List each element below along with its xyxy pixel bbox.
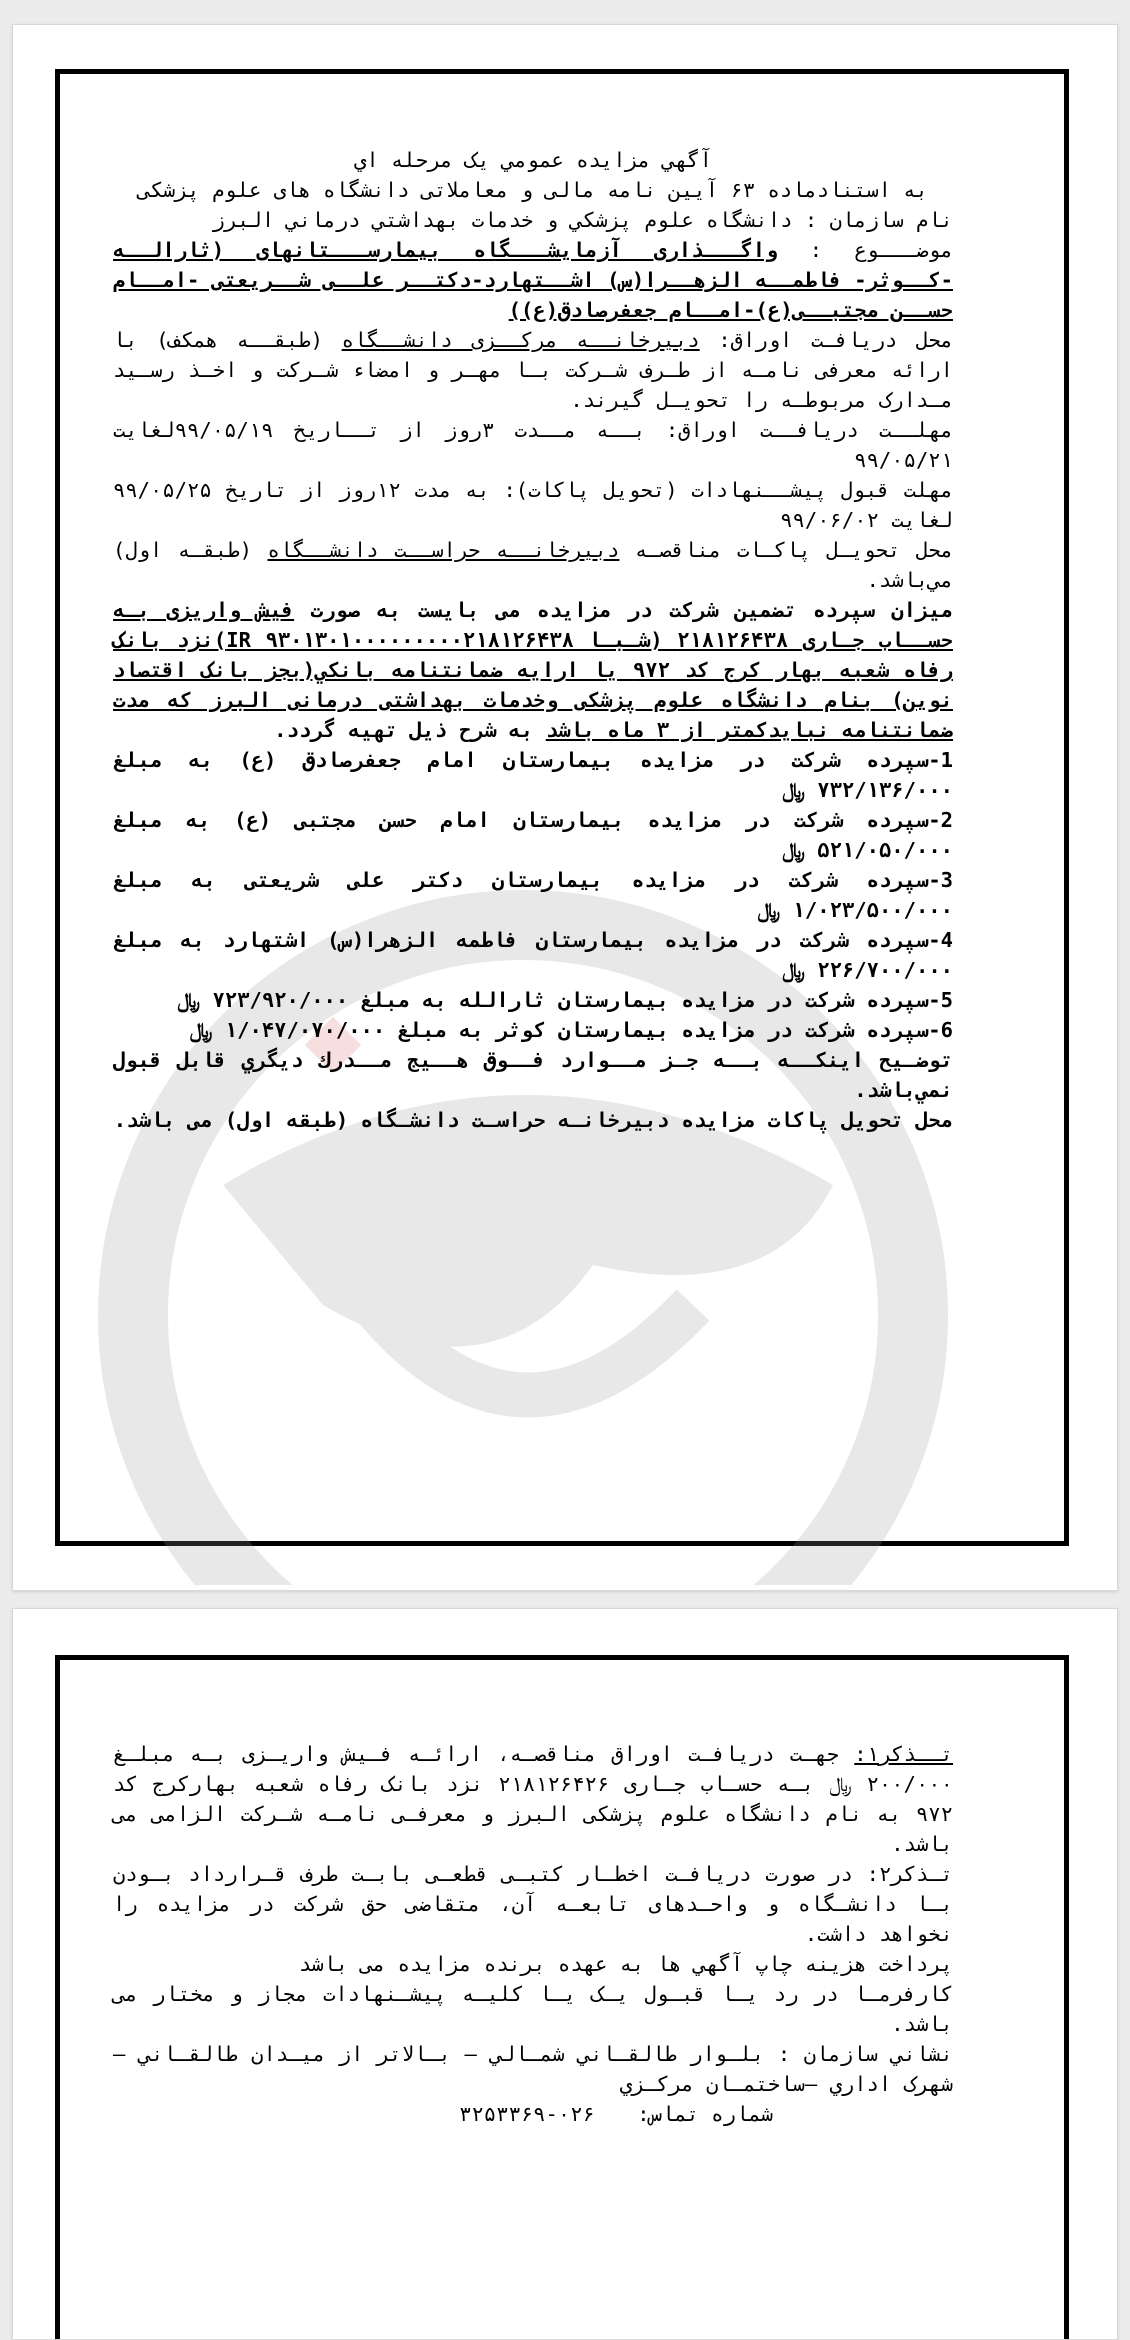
delivery-rest: (طبقـه اول) مي‌باشد.: [113, 538, 953, 592]
announcement-title: آگهي مزايده عمومي يک مرحله اي: [354, 148, 712, 172]
delivery-location: [113, 535, 953, 595]
final-delivery: محل تحويل پاكات مزايده دبيرخانـه حراسـت دانشـگاه (طبقه اول) می باشد.: [113, 1108, 953, 1132]
ad-cost-note: پرداخت هزينه چاپ آگهي ها به عهده برنده مزايده می باشد: [298, 1952, 953, 1976]
legal-basis: به استنادماده ۶۳ آیین نامه مالی و معاملاتی دانشگاه های علوم پزشکی: [138, 178, 928, 202]
reminder-1-text: جهـت دريافـت اوراق مناقصـه، ارائـه فـيش واريـزی بـه مبلـغ ۲۰۰/۰۰۰ ﷼ بـه حسـاب جـاری ۲۱۸۱۲۶۴۲۶ نزد بانک رفاه شعبه بهارکرج کد ۹۷۲ به نام دانشگاه علوم پزشکی البرز و معرفـی نامـه شـرکت الزامی می باشد.: [113, 1742, 953, 1856]
location-office: دبیرخانــه مرکــزی دانشــگاه: [341, 328, 700, 352]
guarantee-end: به شرح ذيل تهيه گردد.: [274, 718, 534, 742]
document-page-1: [12, 24, 1118, 1591]
deposit-item: 5-سپرده شرکت در مزایده بیمارستان ثارالله به مبلغ ۷۲۳/۹۲۰/۰۰۰ ﷼: [177, 988, 953, 1012]
announcement-body-continued: [113, 1739, 953, 2129]
deposit-item: 1-سپرده شرکت در مزایده بیمارستان امام جعفرصادق (ع) به مبلغ ۷۳۲/۱۳۶/۰۰۰ ﷼: [113, 748, 953, 802]
deposit-item: 4-سپرده شرکت در مزایده بیمارستان فاطمه الزهرا(س) اشتهارد به مبلغ ۲۲۶/۷۰۰/۰۰۰ ﷼: [113, 928, 953, 982]
note-paragraph: توضـيح اينكــه بــه جـز مــوارد فــوق هــيج مــدرك ديگري قابل قبول نمي‌باشد.: [113, 1048, 953, 1102]
guarantee-details: فيش واريزی بـه حســاب جـاری ۲۱۸۱۲۶۴۳۸ (شـبـا ۹۳۰۱۳۰۱۰۰۰۰۰۰۰۰۰۲۱۸۱۲۶۴۳۸ IR)نزد بانک رفاه شعبه بهار کرج کد ۹۷۲ يا ارايه ضمانتنامه بانكي(بجز بانک اقتصاد نوین) بنام دانشگاه علوم پزشکی وخدمات بهداشتی درمانی البرز که مدت ضمانتنامه نبايدکمتر از ۳ ماه باشد: [113, 598, 953, 742]
bid-deadline: مهلت قبول پيشــنهادات (تحويل پاكات): به مدت ۱۲روز از تاريخ ۹۹/۰۵/۲۵ لغایت ۹۹/۰۶/۰۲: [113, 478, 953, 532]
reminder-1-label: تــذكر۱:: [854, 1742, 954, 1766]
guarantee-intro: ميزان سپرده تضمين شرکت در مزايده می بايست به صورت: [310, 598, 954, 622]
phone-line: [113, 2099, 953, 2129]
subject-label: موضـــوع :: [809, 238, 954, 262]
location-label: محل دريافـت اوراق:: [718, 328, 954, 352]
announcement-body: [113, 145, 953, 1135]
document-deadline: مهلــت دريافــت اوراق: بــه مــدت ۳روز از تــاريخ ۹۹/۰۵/۱۹لغایت ۹۹/۰۵/۲۱: [113, 418, 953, 472]
deposit-item: 3-سپرده شرکت در مزایده بیمارستان دکتر علی شریعتی به مبلغ ۱/۰۲۳/۵۰۰/۰۰۰ ﷼: [113, 868, 953, 922]
location-rest: (طبقــه همکف) با ارائه معرفی نامـه از طـرف شـرکت بـا مهـر و امضاء شـرکت و اخـذ رسـيد مـدارک مربوطـه را تحويـل گيرند.: [113, 328, 953, 412]
delivery-label: محل تحويـل پاكـات مناقصـه: [634, 538, 954, 562]
guarantee-paragraph: [113, 595, 953, 745]
phone-label: شماره تماس:: [637, 2102, 773, 2126]
organization-address: نشاني سازمان : بلـوار طالقـاني شمـالي – بـالاتر از ميـدان طالقـاني – شهرک اداري –ساختمـان مرکـزي: [113, 2042, 953, 2096]
deposit-item: 6-سپرده شرکت در مزایده بیمارستان کوثر به مبلغ ۱/۰۴۷/۰۷۰/۰۰۰ ﷼: [189, 1018, 953, 1042]
delivery-office: دبیرخانــه حراســت دانشــگاه: [267, 538, 620, 562]
employer-note: كارفرمـا در رد يـا قبـول يـک يـا كليـه پيشـنهادات مجاز و مختار می باشد.: [113, 1982, 953, 2036]
organization-name: نام سازمان : دانشگاه علوم پزشكي و خدمات بهداشتي درماني البرز: [212, 208, 953, 232]
deposit-item: 2-سپرده شرکت در مزایده بیمارستان امام حسن مجتبی (ع) به مبلغ ۵۲۱/۰۵۰/۰۰۰ ﷼: [113, 808, 953, 862]
document-location: [113, 325, 953, 415]
reminder-1: [113, 1739, 953, 1859]
subject-paragraph: [113, 235, 953, 325]
document-page-2: [12, 1608, 1118, 2340]
subject-text: واگـــذاری آزمایشـــگاه بیمارســـتانهای (ثارالــه -کــوثر- فاطمــه الزهــرا(س) اشــتهارد-دکتــر علــی شــریعتی -امــام حســن مجتبــی(ع)-امــام جعفرصادق(ع)): [113, 238, 953, 322]
phone-number: ۰۲۶-۳۲۵۳۳۶۹: [459, 2102, 595, 2126]
reminder-2: تـذكر۲: در صورت دريافـت اخطـار كتبـی قطعـی بابـت طرف قـرارداد بـودن بـا دانشـگاه و واحـدهای تابعـه آن، متقاضی حق شركت در مزايده را نخواهد داشت.: [113, 1862, 953, 1946]
